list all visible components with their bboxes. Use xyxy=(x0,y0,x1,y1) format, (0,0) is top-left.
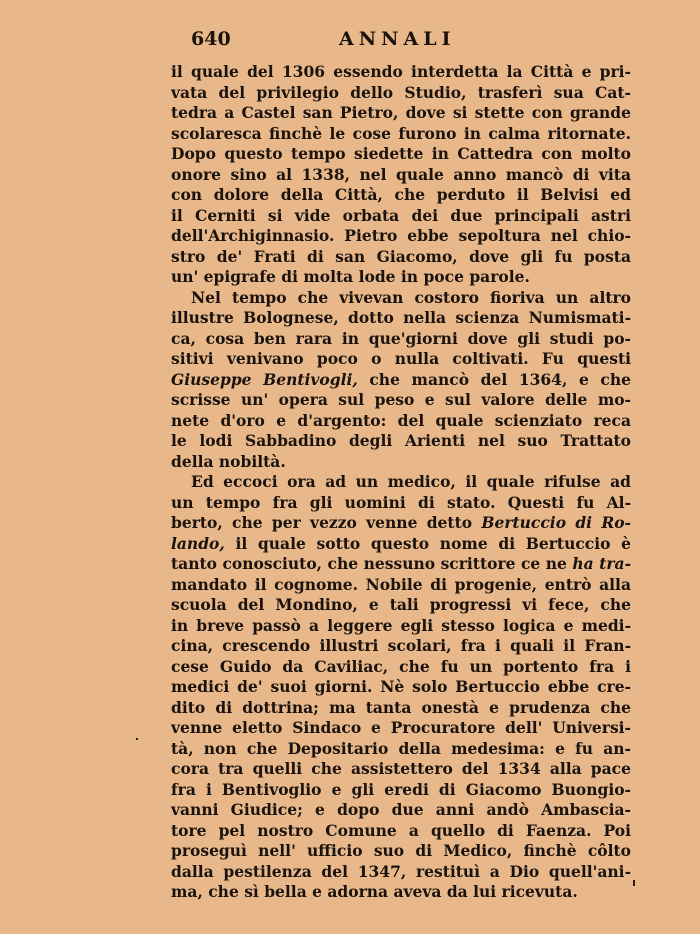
italic-run: ha tra- xyxy=(572,554,631,573)
text-line: scrisse un' opera sul peso e sul valore delle mo- xyxy=(171,390,631,409)
text-run: che mancò del 1364, e che xyxy=(357,369,631,389)
running-title: ANNALI xyxy=(339,28,456,50)
italic-run: Giuseppe Bentivogli, xyxy=(171,369,358,389)
text-line: cina, crescendo illustri scolari, fra i quali il Fran- xyxy=(171,636,631,655)
text-line xyxy=(171,554,631,575)
text-line: onore sino al 1338, nel quale anno mancò di vita xyxy=(171,164,631,184)
text-line: il quale del 1306 essendo interdetta la Città e pri- xyxy=(171,62,631,81)
text-line: proseguì nell' ufficio suo di Medico, finchè côlto xyxy=(171,841,631,860)
text-line xyxy=(171,370,631,391)
text-run: berto, che per vezzo venne detto xyxy=(171,513,482,532)
italic-run: lando, xyxy=(171,533,225,553)
text-line: Dopo questo tempo siedette in Cattedra con molto xyxy=(171,144,631,163)
text-line: con dolore della Città, che perduto il Belvisi ed xyxy=(171,185,631,204)
text-run: il quale sotto questo nome di Bertuccio è xyxy=(224,533,631,553)
text-line: tedra a Castel san Pietro, dove si stette con grande xyxy=(171,103,631,122)
text-line: illustre Bolognese, dotto nella scienza Numismati- xyxy=(171,308,631,327)
text-line: un tempo fra gli uomini di stato. Questi fu Al- xyxy=(171,492,631,512)
text-line: ca, cosa ben rara in que'giorni dove gli studi po- xyxy=(171,328,631,348)
text-line: dell'Archiginnasio. Pietro ebbe sepoltura nel chio- xyxy=(171,226,631,245)
margin-speck xyxy=(633,880,635,886)
margin-speck xyxy=(136,738,138,740)
text-line xyxy=(171,575,631,596)
page-header xyxy=(191,26,631,52)
text-line: cese Guido da Caviliac, che fu un portento fra i xyxy=(171,656,631,676)
body-text xyxy=(171,62,631,903)
text-line: dito di dottrina; ma tanta onestà e prudenza che xyxy=(171,697,631,717)
text-line: in breve passò a leggere egli stesso logica e medi- xyxy=(171,615,631,635)
text-line: tà, non che Depositario della medesima: e fu an- xyxy=(171,738,631,758)
italic-run: Bertuccio di Ro- xyxy=(481,513,631,532)
text-line: nete d'oro e d'argento: del quale scienziato reca xyxy=(171,410,631,430)
text-line: Ed eccoci ora ad un medico, il quale rifulse ad xyxy=(191,472,631,491)
text-line: Nel tempo che vivevan costoro fioriva un altro xyxy=(191,287,631,307)
text-run: tanto conosciuto, che nessuno scrittore ce ne xyxy=(171,554,573,573)
page-number: 640 xyxy=(191,28,231,50)
text-line: cora tra quelli che assistettero del 1334 alla pace xyxy=(171,759,631,778)
text-line: sitivi venivano poco o nulla coltivati. Fu questi xyxy=(171,349,631,368)
text-line: vanni Giudice; e dopo due anni andò Ambascia- xyxy=(171,800,631,819)
text-line: stro de' Frati di san Giacomo, dove gli fu posta xyxy=(171,246,631,266)
text-line: dalla pestilenza del 1347, restituì a Dio quell'ani- xyxy=(171,861,631,881)
text-line: le lodi Sabbadino degli Arienti nel suo Trattato xyxy=(171,431,631,450)
text-line: fra i Bentivoglio e gli eredi di Giacomo Buongio- xyxy=(171,779,631,799)
text-line: vata del privilegio dello Studio, trasferì sua Cat- xyxy=(171,82,631,102)
text-line: il Cerniti si vide orbata dei due principali astri xyxy=(171,205,631,225)
text-line: scolaresca finchè le cose furono in calma ritornate. xyxy=(171,123,631,143)
text-line: un' epigrafe di molta lode in poce parole. xyxy=(171,267,530,286)
text-line: medici de' suoi giorni. Nè solo Bertuccio ebbe cre- xyxy=(171,677,631,696)
text-line: venne eletto Sindaco e Procuratore dell' Universi- xyxy=(171,718,631,737)
text-line: ma, che sì bella e adorna aveva da lui ricevuta. xyxy=(171,882,578,901)
text-line: tore pel nostro Comune a quello di Faenza. Poi xyxy=(171,820,631,840)
text-line xyxy=(171,534,631,555)
text-line xyxy=(171,513,631,534)
text-line: scuola del Mondino, e tali progressi vi fece, che xyxy=(171,595,631,614)
text-run: mandato il cognome. Nobile di progenie, entrò alla xyxy=(171,574,631,594)
text-line: della nobiltà. xyxy=(171,451,286,471)
